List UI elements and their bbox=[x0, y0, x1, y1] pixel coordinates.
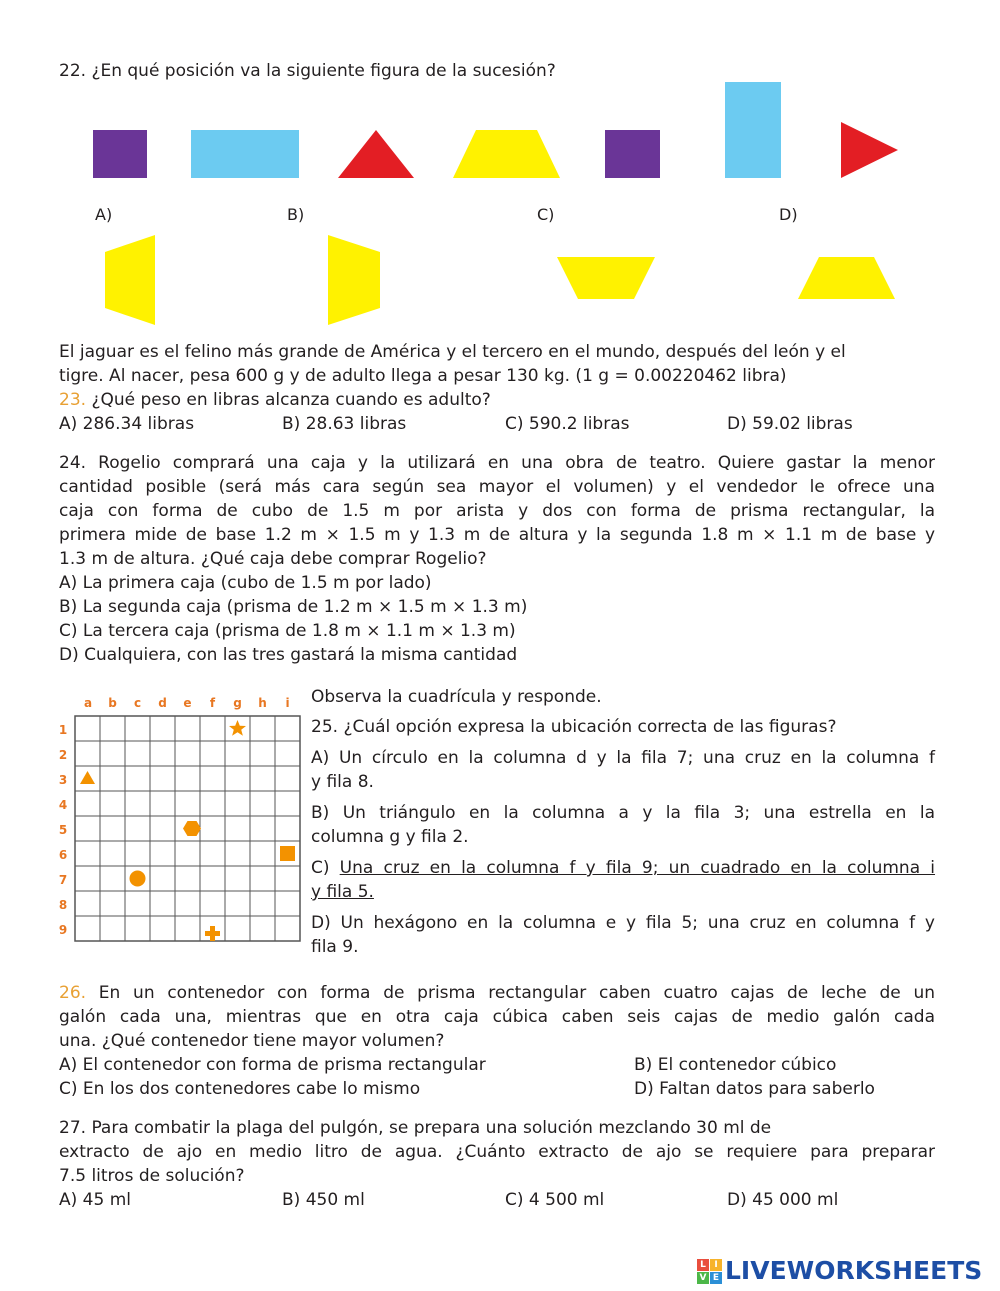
q25-question: 25. ¿Cuál opción expresa la ubicación correcta de las figuras? bbox=[311, 717, 837, 737]
q24-line-1: 24. Rogelio comprará una caja y la utilizará en una obra de teatro. Quiere gastar la menor bbox=[59, 453, 935, 473]
q27-line-3: 7.5 litros de solución? bbox=[59, 1166, 245, 1186]
q25-option-c-line-2: y fila 5. bbox=[311, 882, 374, 902]
option-b-yellow-half-hexagon bbox=[328, 235, 380, 325]
seq-purple-square-2 bbox=[605, 130, 660, 178]
q23-options bbox=[59, 412, 939, 436]
row-header-9: 9 bbox=[58, 923, 68, 937]
triangle-icon bbox=[80, 771, 95, 784]
seq-blue-rect-1 bbox=[191, 130, 299, 178]
q27-options bbox=[59, 1188, 939, 1212]
q24-option-a[interactable]: A) La primera caja (cubo de 1.5 m por lado) bbox=[59, 573, 432, 593]
seq-red-triangle-2 bbox=[841, 122, 898, 178]
q24-line-4: primera mide de base 1.2 m × 1.5 m y 1.3 m de altura y la segunda 1.8 m × 1.1 m de base y bbox=[59, 525, 935, 545]
q24-option-c[interactable]: C) La tercera caja (prisma de 1.8 m × 1.1 m × 1.3 m) bbox=[59, 621, 516, 641]
answer-figures bbox=[95, 230, 905, 330]
coordinate-grid bbox=[52, 692, 307, 947]
jaguar-line-2: tigre. Al nacer, pesa 600 g y de adulto llega a pesar 130 kg. (1 g = 0.00220462 libra) bbox=[59, 366, 787, 386]
q26-line-2: galón cada una, mientras que en otra caja cúbica caben seis cajas de medio galón cada bbox=[59, 1007, 935, 1027]
col-header-a: a bbox=[83, 696, 93, 710]
q25-option-d[interactable] bbox=[311, 911, 935, 959]
q25-block bbox=[311, 685, 935, 959]
row-header-2: 2 bbox=[58, 748, 68, 762]
q27-option-a[interactable]: A) 45 ml bbox=[59, 1190, 131, 1210]
q22-text: 22. ¿En qué posición va la siguiente figura de la sucesión? bbox=[59, 61, 556, 81]
q26-line-3: una. ¿Qué contenedor tiene mayor volumen? bbox=[59, 1031, 445, 1051]
row-header-7: 7 bbox=[58, 873, 68, 887]
q25-option-a[interactable] bbox=[311, 746, 935, 794]
q25-option-b-line-1: B) Un triángulo en la columna a y la fila 3; una estrella en la bbox=[311, 803, 935, 823]
q27-line-1: 27. Para combatir la plaga del pulgón, se prepara una solución mezclando 30 ml de bbox=[59, 1118, 772, 1138]
q24-line-5: 1.3 m de altura. ¿Qué caja debe comprar Rogelio? bbox=[59, 549, 487, 569]
row-header-3: 3 bbox=[58, 773, 68, 787]
q25-option-d-line-2: fila 9. bbox=[311, 937, 359, 957]
option-a-yellow-half-hexagon bbox=[105, 235, 155, 325]
q26-option-b[interactable]: B) El contenedor cúbico bbox=[634, 1055, 837, 1075]
col-header-b: b bbox=[108, 696, 117, 710]
q23-option-c[interactable]: C) 590.2 libras bbox=[505, 414, 630, 434]
q25-option-d-line-1: D) Un hexágono en la columna e y fila 5; una cruz en columna f y bbox=[311, 913, 935, 933]
q26-line-1: En un contenedor con forma de prisma rectangular caben cuatro cajas de leche de un bbox=[86, 983, 935, 1003]
q25-option-b[interactable] bbox=[311, 801, 935, 849]
circle-icon bbox=[130, 871, 146, 887]
q26-paragraph bbox=[59, 981, 935, 1053]
option-d-yellow-trapezoid bbox=[798, 257, 895, 299]
q27-paragraph bbox=[59, 1116, 935, 1188]
q25-option-c[interactable] bbox=[311, 856, 935, 904]
q23-option-b[interactable]: B) 28.63 libras bbox=[282, 414, 407, 434]
row-header-1: 1 bbox=[58, 723, 68, 737]
q27-option-b[interactable]: B) 450 ml bbox=[282, 1190, 365, 1210]
col-header-f: f bbox=[209, 696, 216, 710]
seq-blue-rect-2 bbox=[725, 82, 781, 178]
col-header-g: g bbox=[233, 696, 242, 710]
seq-yellow-trapezoid bbox=[453, 130, 560, 178]
q25-option-c-prefix: C) bbox=[311, 858, 340, 878]
logo-block-v: V bbox=[697, 1272, 709, 1284]
logo-block-l: L bbox=[697, 1259, 709, 1271]
row-header-6: 6 bbox=[58, 848, 68, 862]
q25-option-c-line-1: Una cruz en la columna f y fila 9; un cuadrado en la columna i bbox=[339, 858, 936, 878]
liveworksheets-logo bbox=[697, 1256, 982, 1286]
q25-intro: Observa la cuadrícula y responde. bbox=[311, 687, 602, 707]
q27-line-2: extracto de ajo en medio litro de agua. ¿Cuánto extracto de ajo se requiere para preparar bbox=[59, 1142, 935, 1162]
col-header-d: d bbox=[158, 696, 167, 710]
q22-option-b-label[interactable]: B) bbox=[287, 205, 305, 224]
seq-red-triangle-1 bbox=[338, 130, 414, 178]
q23-question bbox=[59, 388, 935, 412]
col-header-h: h bbox=[258, 696, 267, 710]
star-icon bbox=[229, 720, 246, 736]
row-header-4: 4 bbox=[58, 798, 68, 812]
logo-blocks-icon bbox=[697, 1259, 722, 1284]
jaguar-line-1: El jaguar es el felino más grande de América y el tercero en el mundo, después del león y el bbox=[59, 342, 846, 362]
cross-icon bbox=[205, 926, 220, 941]
q25-option-b-line-2: columna g y fila 2. bbox=[311, 827, 469, 847]
q26-option-a[interactable]: A) El contenedor con forma de prisma rectangular bbox=[59, 1055, 486, 1075]
q23-number: 23. bbox=[59, 390, 87, 410]
q27-option-d[interactable]: D) 45 000 ml bbox=[727, 1190, 839, 1210]
option-c-yellow-inverted-trapezoid bbox=[557, 257, 655, 299]
q23-option-d[interactable]: D) 59.02 libras bbox=[727, 414, 853, 434]
q24-line-3: caja con forma de cubo de 1.5 m por arista y dos con forma de prisma rectangular, la bbox=[59, 501, 935, 521]
square-icon bbox=[280, 846, 295, 861]
q24-option-d[interactable]: D) Cualquiera, con las tres gastará la misma cantidad bbox=[59, 645, 518, 665]
grid-lines bbox=[74, 715, 302, 943]
jaguar-paragraph bbox=[59, 340, 935, 388]
logo-block-e: E bbox=[710, 1272, 722, 1284]
row-header-8: 8 bbox=[58, 898, 68, 912]
q25-option-a-line-2: y fila 8. bbox=[311, 772, 374, 792]
q22-option-a-label[interactable]: A) bbox=[95, 205, 113, 224]
hexagon-icon bbox=[183, 821, 201, 836]
q24-option-b[interactable]: B) La segunda caja (prisma de 1.2 m × 1.5 m × 1.3 m) bbox=[59, 597, 528, 617]
q25-option-a-line-1: A) Un círculo en la columna d y la fila 7; una cruz en la columna f bbox=[311, 748, 935, 768]
q24-line-2: cantidad posible (será más cara según sea mayor el volumen) y el vendedor le ofrece una bbox=[59, 477, 935, 497]
q26-option-c[interactable]: C) En los dos contenedores cabe lo mismo bbox=[59, 1079, 421, 1099]
q24-paragraph bbox=[59, 451, 935, 667]
row-header-5: 5 bbox=[58, 823, 68, 837]
q26-options-row-1 bbox=[59, 1053, 939, 1077]
seq-purple-square-1 bbox=[93, 130, 147, 178]
q26-number: 26. bbox=[59, 983, 87, 1003]
logo-text: LIVEWORKSHEETS bbox=[725, 1256, 983, 1285]
q26-option-d[interactable]: D) Faltan datos para saberlo bbox=[634, 1079, 875, 1099]
q22-option-d-label[interactable]: D) bbox=[779, 205, 798, 224]
col-header-i: i bbox=[285, 696, 290, 710]
logo-block-i: I bbox=[710, 1259, 722, 1271]
col-header-e: e bbox=[183, 696, 192, 710]
q23-option-a[interactable]: A) 286.34 libras bbox=[59, 414, 195, 434]
col-header-c: c bbox=[133, 696, 142, 710]
q26-options-row-2 bbox=[59, 1077, 939, 1101]
q22-option-c-label[interactable]: C) bbox=[537, 205, 555, 224]
q27-option-c[interactable]: C) 4 500 ml bbox=[505, 1190, 605, 1210]
q23-text: ¿Qué peso en libras alcanza cuando es adulto? bbox=[86, 390, 491, 410]
sequence-figures bbox=[85, 80, 915, 190]
